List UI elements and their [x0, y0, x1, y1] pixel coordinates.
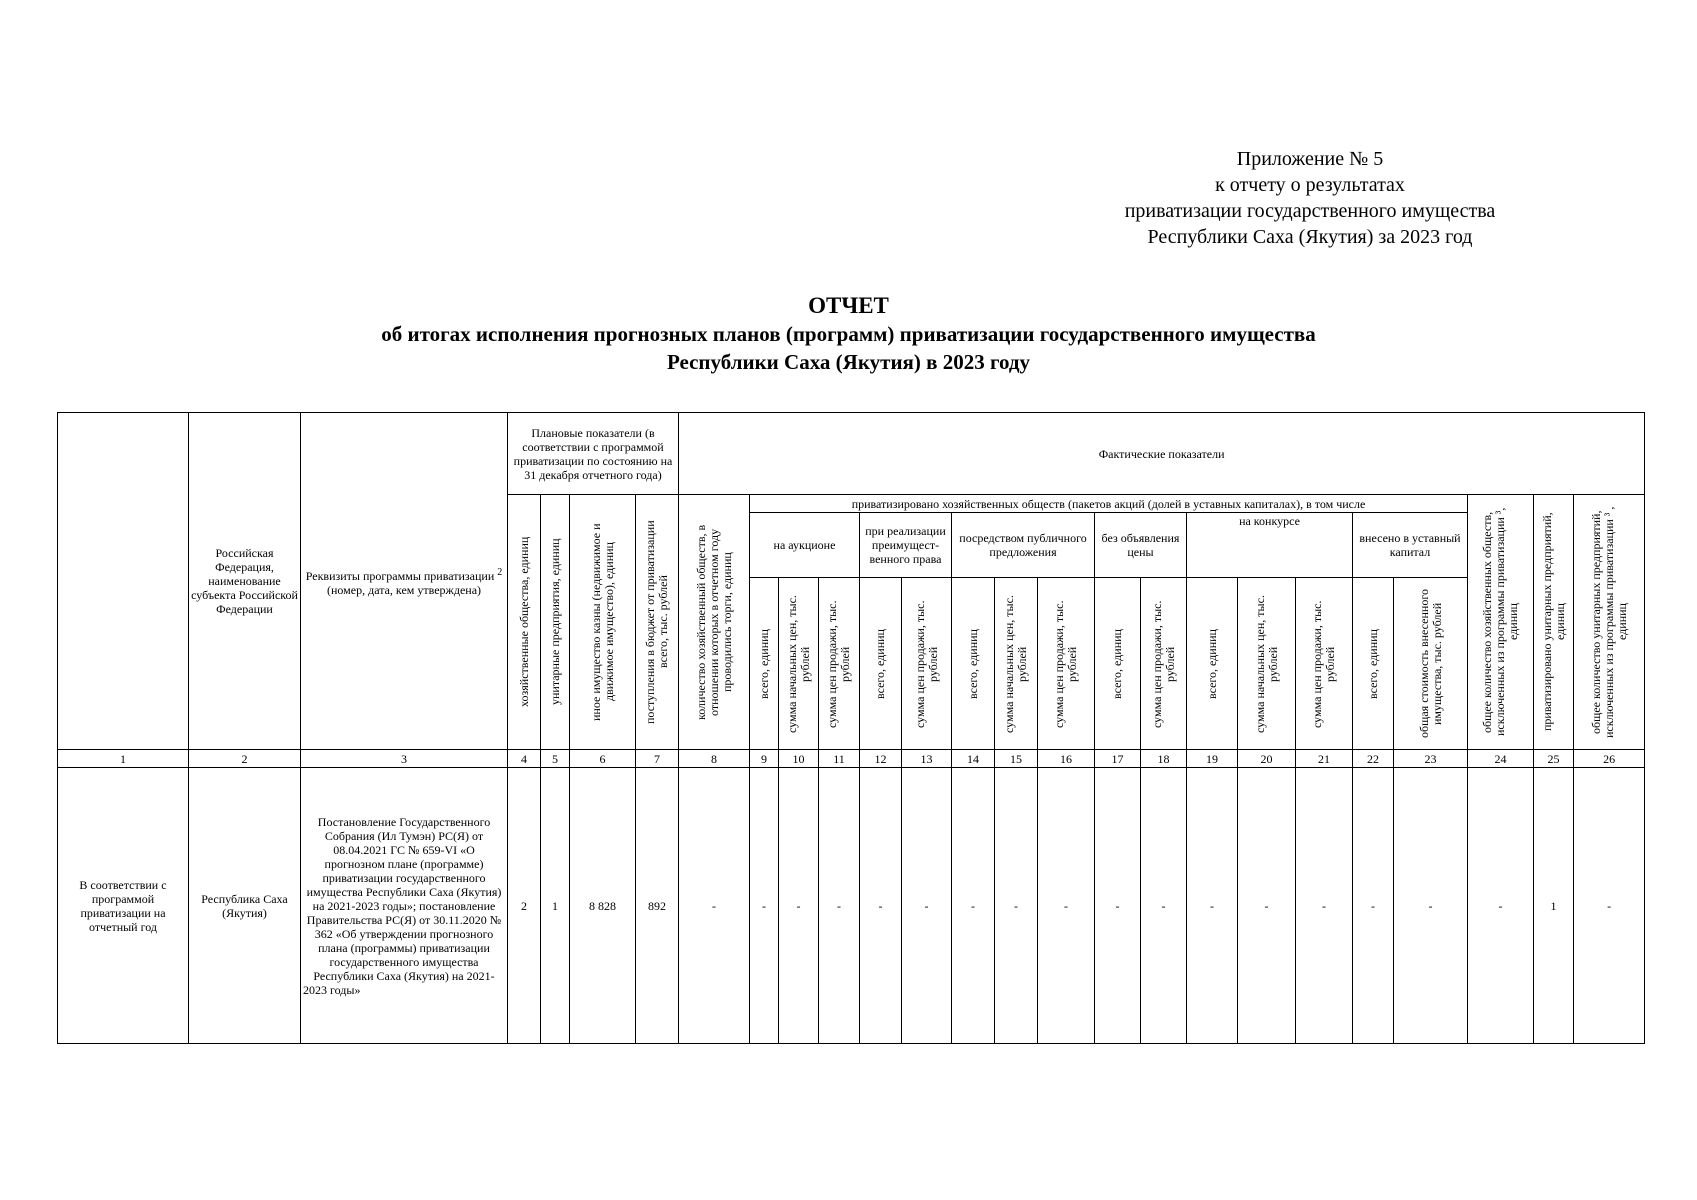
column-number: 10 — [779, 750, 819, 768]
column-number: 21 — [1296, 750, 1353, 768]
header-col-11 — [819, 578, 860, 750]
report-table — [57, 412, 1645, 1044]
cell-col-13: - — [902, 768, 952, 1044]
cell-col-16: - — [1038, 768, 1095, 1044]
column-number-row — [58, 750, 1645, 768]
column-number: 9 — [750, 750, 779, 768]
cell-region: Республика Саха (Якутия) — [189, 768, 301, 1044]
cell-col-12: - — [860, 768, 902, 1044]
cell-col-8: - — [679, 768, 750, 1044]
column-number: 12 — [860, 750, 902, 768]
header-col-3 — [301, 413, 508, 750]
report-title — [0, 292, 1697, 376]
column-number: 19 — [1187, 750, 1238, 768]
column-number: 16 — [1038, 750, 1095, 768]
header-col-14 — [952, 578, 995, 750]
column-number: 23 — [1394, 750, 1468, 768]
header-col-2: Российская Федерация, наименование субъекта Российской Федерации — [189, 413, 301, 750]
cell-plan-other-property: 8 828 — [570, 768, 636, 1044]
header-plan-group: Плановые показатели (в соответствии с программой приватизации по состоянию на 31 декабря отчетного года) — [508, 413, 679, 495]
column-number: 18 — [1141, 750, 1187, 768]
cell-col-25: 1 — [1534, 768, 1574, 1044]
header-col-19-text: всего, единиц — [1204, 628, 1219, 699]
header-col-16 — [1038, 578, 1095, 750]
header-col-14-text: всего, единиц — [965, 628, 980, 699]
report-title-line-1: ОТЧЕТ — [808, 293, 889, 318]
header-contest: на конкурсе — [1187, 513, 1353, 578]
header-col-9 — [750, 578, 779, 750]
header-charter: внесено в уставный капитал — [1353, 513, 1468, 578]
header-col-15 — [995, 578, 1038, 750]
column-number: 17 — [1095, 750, 1141, 768]
column-number: 26 — [1574, 750, 1645, 768]
table-row — [58, 768, 1645, 1044]
header-col-17 — [1095, 578, 1141, 750]
header-col-22 — [1353, 578, 1394, 750]
header-col-10 — [779, 578, 819, 750]
cell-col-24: - — [1468, 768, 1534, 1044]
header-col-7-text: поступления в бюджет от приватизации всего, тыс. рублей — [643, 520, 670, 724]
column-number: 15 — [995, 750, 1038, 768]
header-col-22-text: всего, единиц — [1365, 628, 1380, 699]
header-col-6 — [570, 495, 636, 750]
column-number: 22 — [1353, 750, 1394, 768]
cell-col-11: - — [819, 768, 860, 1044]
report-title-line-2: об итогах исполнения прогнозных планов (программ) приватизации государственного имущества — [381, 322, 1316, 346]
header-col-26-text: общее количество унитарных предприятий, исключенных из программы приватизации ³ , единиц — [1588, 506, 1629, 738]
column-number: 20 — [1238, 750, 1296, 768]
header-col-9-text: всего, единиц — [756, 628, 771, 699]
column-number: 11 — [819, 750, 860, 768]
header-col-23 — [1394, 578, 1468, 750]
header-col-24-text: общее количество хозяйственных обществ, исключенных из программы приватизации ³, единиц — [1480, 507, 1520, 737]
column-number: 8 — [679, 750, 750, 768]
appendix-heading — [1095, 146, 1525, 250]
header-col-6-text: иное имущество казны (недвижимое и движимое имущество), единиц — [588, 523, 616, 721]
header-col-17-text: всего, единиц — [1110, 628, 1124, 699]
report-title-line-3: Республики Саха (Якутия) в 2023 году — [666, 350, 1031, 374]
cell-col-9: - — [750, 768, 779, 1044]
header-col-20-text: сумма начальных цен, тыс. рублей — [1252, 594, 1280, 733]
cell-plan-enterprises: 1 — [541, 768, 570, 1044]
header-col-23-text: общая стоимость внесенного имущества, тыс. рублей — [1416, 589, 1444, 738]
header-public-offer: посредством публичного предложения — [952, 513, 1095, 578]
header-col-8-text: количество хозяйственный обществ, в отношении которых в отчетном году проводились торги, единиц — [693, 524, 734, 720]
header-col-21 — [1296, 578, 1353, 750]
column-number: 13 — [902, 750, 952, 768]
cell-col-20: - — [1238, 768, 1296, 1044]
header-col-11-text: сумма цен продажи, тыс. рублей — [825, 599, 852, 728]
cell-col-19: - — [1187, 768, 1238, 1044]
header-no-price: без объявления цены — [1095, 513, 1187, 578]
cell-col-21: - — [1296, 768, 1353, 1044]
cell-col-18: - — [1141, 768, 1187, 1044]
column-number: 1 — [58, 750, 189, 768]
header-col-10-text: сумма начальных цен, тыс. рублей — [784, 594, 812, 733]
column-number: 6 — [570, 750, 636, 768]
header-col-18 — [1141, 578, 1187, 750]
header-col-12-text: всего, единиц — [873, 628, 887, 699]
header-col-13 — [902, 578, 952, 750]
header-col-1 — [58, 413, 189, 750]
header-col-25-text: приватизировано унитарных предприятий, единиц — [1539, 512, 1567, 732]
header-col-5 — [541, 495, 570, 750]
column-number: 24 — [1468, 750, 1534, 768]
column-number: 5 — [541, 750, 570, 768]
cell-basis: В соответствии с программой приватизации на отчетный год — [58, 768, 189, 1044]
header-col-21-text: сумма цен продажи, тыс. рублей — [1310, 599, 1337, 728]
cell-col-23: - — [1394, 768, 1468, 1044]
header-col-15-text: сумма начальных цен, тыс. рублей — [1002, 594, 1029, 733]
cell-col-17: - — [1095, 768, 1141, 1044]
header-preemptive: при реализации преимущест-венного права — [860, 513, 952, 578]
header-col-13-text: сумма цен продажи, тыс. рублей — [912, 599, 940, 728]
header-col-4 — [508, 495, 541, 750]
column-number: 2 — [189, 750, 301, 768]
cell-program-details: Постановление Государственного Собрания (Ил Тумэн) РС(Я) от 08.04.2021 ГС № 659-VI «О прогнозном плане (программе) приватизации государственного имущества Республики Саха (Якутия) на 2021-2023 годы»; постановление Правительства РС(Я) от 30.11.2020 № 362 «Об утверждении прогнозного плана (программы) приватизации государственного имущества Республики Саха (Якутия) на 2021-2023 годы» — [301, 768, 508, 1044]
cell-col-14: - — [952, 768, 995, 1044]
header-col-24 — [1468, 495, 1534, 750]
cell-plan-budget-revenue: 892 — [636, 768, 679, 1044]
header-col-25 — [1534, 495, 1574, 750]
header-col-5-text: унитарные предприятия, единиц — [547, 538, 562, 706]
cell-col-22: - — [1353, 768, 1394, 1044]
column-number: 25 — [1534, 750, 1574, 768]
header-col-3-line-1: Реквизиты программы приватизации — [305, 568, 495, 583]
header-col-8 — [679, 495, 750, 750]
header-col-3-line-2: (номер, дата, кем утверждена) — [326, 582, 482, 597]
header-col-18-text: сумма цен продажи, тыс. рублей — [1149, 599, 1177, 728]
header-privatized-group: приватизировано хозяйственных обществ (пакетов акций (долей в уставных капиталах), в том числе — [750, 495, 1468, 513]
column-number: 7 — [636, 750, 679, 768]
header-col-26 — [1574, 495, 1645, 750]
header-auction: на аукционе — [750, 513, 860, 578]
cell-col-10: - — [779, 768, 819, 1044]
cell-col-15: - — [995, 768, 1038, 1044]
appendix-line-4: Республики Саха (Якутия) за 2023 год — [1147, 226, 1473, 248]
appendix-line-1: Приложение № 5 — [1236, 148, 1384, 170]
header-col-7 — [636, 495, 679, 750]
header-fact-group: Фактические показатели — [679, 413, 1645, 495]
appendix-line-3: приватизации государственного имущества — [1124, 200, 1496, 222]
header-col-3-footnote: 2 — [497, 566, 503, 578]
header-col-19 — [1187, 578, 1238, 750]
cell-plan-companies: 2 — [508, 768, 541, 1044]
header-col-20 — [1238, 578, 1296, 750]
column-number: 14 — [952, 750, 995, 768]
appendix-line-2: к отчету о результатах — [1215, 174, 1405, 196]
header-col-16-text: сумма цен продажи, тыс. рублей — [1052, 599, 1079, 728]
column-number: 4 — [508, 750, 541, 768]
header-col-4-text: хозяйственные общества, единиц — [516, 536, 531, 708]
column-number: 3 — [301, 750, 508, 768]
header-col-12 — [860, 578, 902, 750]
cell-col-26: - — [1574, 768, 1645, 1044]
